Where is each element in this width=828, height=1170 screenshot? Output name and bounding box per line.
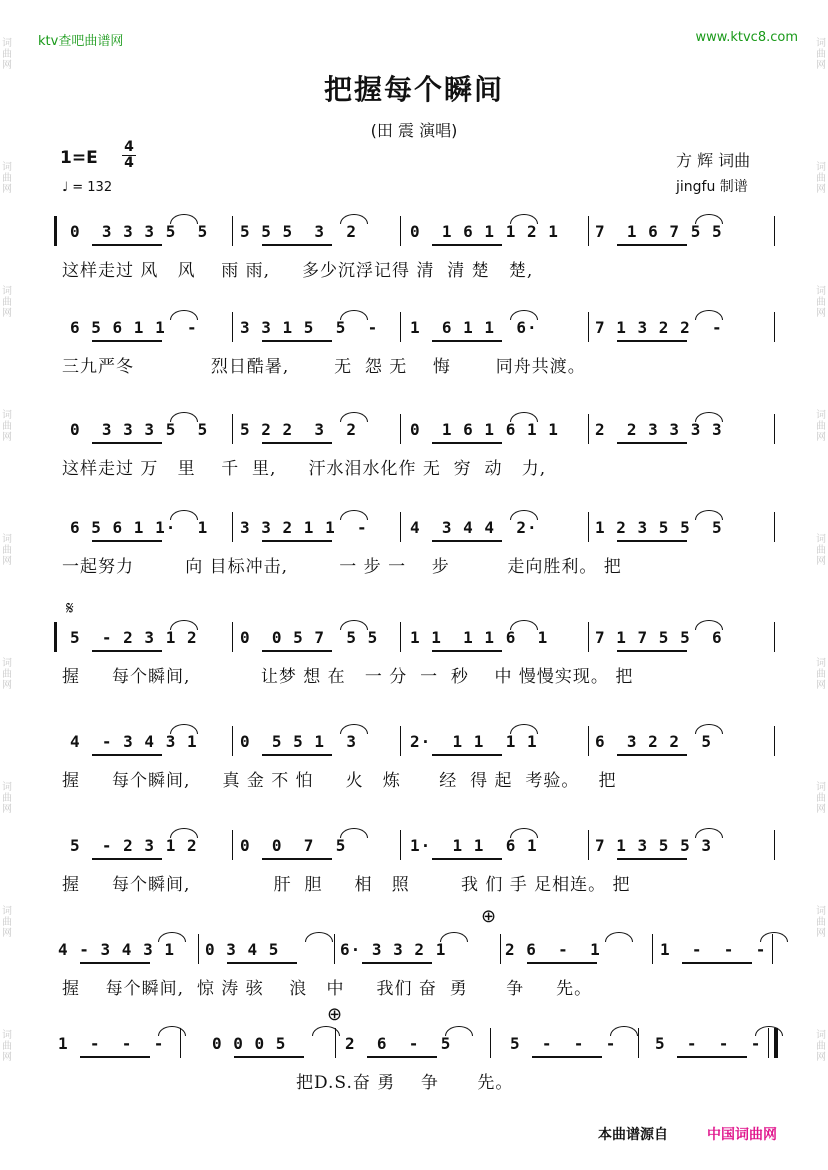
beam-line (92, 340, 162, 342)
row-9-measure-4: 5 - - - (510, 1034, 617, 1053)
slur-arc (158, 932, 186, 942)
watermark-glyphs: 词 曲 网 (2, 534, 12, 567)
barline (638, 1028, 639, 1058)
beam-line (617, 340, 687, 342)
barline (232, 726, 233, 756)
row-6-measure-2: 0 5 5 1 3 (240, 732, 357, 751)
barline (588, 622, 589, 652)
barline (232, 512, 233, 542)
row-1-measure-3: 0 1 6 1 1 2 1 (410, 222, 559, 241)
barline (652, 934, 653, 964)
slur-arc (158, 1026, 186, 1036)
beam-line (432, 244, 502, 246)
barline (774, 414, 775, 444)
row-9-measure-2: 0 0 0 5 (212, 1034, 287, 1053)
beam-line (92, 540, 162, 542)
beam-line (262, 340, 332, 342)
watermark-glyphs: 词 曲 网 (2, 782, 12, 815)
slur-arc (305, 932, 333, 942)
barline (400, 312, 401, 342)
watermark-glyphs: 词 曲 网 (816, 782, 826, 815)
barline (400, 414, 401, 444)
tempo-marking: ♩ = 132 (62, 180, 113, 195)
row-6-measure-1: 4 - 3 4 3 1 (70, 732, 198, 751)
slur-arc (340, 620, 368, 630)
beam-line (262, 650, 332, 652)
watermark-glyphs: 词 曲 网 (2, 658, 12, 691)
slur-arc (170, 620, 198, 630)
row-6-lyrics: 握 每个瞬间, 真 金 不 怕 火 炼 经 得 起 考验。 把 (62, 771, 617, 791)
beam-line (80, 962, 150, 964)
barline (588, 216, 589, 246)
row-3-measure-2: 5 2 2 3 2 (240, 420, 357, 439)
song-subtitle: (田 震 演唱) (370, 121, 458, 140)
barline (334, 934, 335, 964)
row-5-measure-1: 5 - 2 3 1 2 (70, 628, 198, 647)
barline (335, 1028, 336, 1058)
composer-credit: 方 辉 词曲 (676, 151, 751, 170)
row-7-measure-2: 0 0 7 5 (240, 836, 347, 855)
barline (232, 622, 233, 652)
row-5-measure-2: 0 0 5 7 5 5 (240, 628, 379, 647)
barline (232, 216, 233, 246)
key-signature: 1=E (60, 148, 98, 168)
beam-line (262, 540, 332, 542)
row-1-measure-4: 7 1 6 7 5 5 (595, 222, 723, 241)
time-signature-top: 4 (124, 139, 134, 155)
beam-line (262, 442, 332, 444)
barline (774, 622, 775, 652)
slur-arc (510, 214, 538, 224)
row-5-measure-3: 1 1 1 1 6 1 (410, 628, 549, 647)
header-site-right[interactable]: www.ktvc8.com (695, 30, 798, 45)
beam-line (234, 1056, 304, 1058)
barline (588, 312, 589, 342)
row-7-measure-4: 7 1 3 5 5 3 (595, 836, 712, 855)
barline (232, 414, 233, 444)
row-3-measure-3: 0 1 6 1 6 1 1 (410, 420, 559, 439)
row-8-lyrics: 握 每个瞬间, 惊 涛 骇 浪 中 我们 奋 勇 争 先。 (62, 979, 593, 999)
row-4-measure-4: 1 2 3 5 5 5 (595, 518, 723, 537)
barline (774, 512, 775, 542)
slur-arc (695, 510, 723, 520)
row-4-lyrics: 一起努力 向 目标冲击, 一 步 一 步 走向胜利。 把 (62, 557, 622, 577)
beam-line (617, 754, 687, 756)
barline (774, 216, 775, 246)
segno-mark: 𝄋 (66, 598, 74, 619)
final-barline (774, 1028, 778, 1058)
slur-arc (170, 310, 198, 320)
row-1-lyrics: 这样走过 风 风 雨 雨, 多少沉浮记得 清 清 楚 楚, (62, 261, 534, 281)
beam-line (617, 540, 687, 542)
barline (588, 830, 589, 860)
row-7-lyrics: 握 每个瞬间, 肝 胆 相 照 我 们 手 足相连。 把 (62, 875, 631, 895)
row-9-measure-5: 5 - - - (655, 1034, 762, 1053)
slur-arc (610, 1026, 638, 1036)
slur-arc (695, 310, 723, 320)
watermark-glyphs: 词 曲 网 (2, 162, 12, 195)
row-2-measure-4: 7 1 3 2 2 - (595, 318, 723, 337)
beam-line (617, 442, 687, 444)
row-8-measure-3: 6· 3 3 2 1 (340, 940, 447, 959)
slur-arc (695, 828, 723, 838)
beam-line (532, 1056, 602, 1058)
beam-line (682, 962, 752, 964)
watermark-glyphs: 词 曲 网 (2, 38, 12, 71)
slur-arc (695, 620, 723, 630)
slur-arc (170, 724, 198, 734)
watermark-glyphs: 词 曲 网 (816, 286, 826, 319)
row-4-measure-2: 3 3 2 1 1 - (240, 518, 368, 537)
beam-line (92, 442, 162, 444)
barline (774, 830, 775, 860)
row-4-measure-1: 6 5 6 1 1· 1 (70, 518, 209, 537)
beam-line (92, 244, 162, 246)
barline (180, 1028, 181, 1058)
barline (588, 414, 589, 444)
beam-line (80, 1056, 150, 1058)
row-6-measure-4: 6 3 2 2 5 (595, 732, 712, 751)
row-8-measure-5: 1 - - - (660, 940, 767, 959)
slur-arc (340, 510, 368, 520)
row-2-measure-3: 1 6 1 1 6· (410, 318, 538, 337)
row-9-lyrics: 把D.S.奋 勇 争 先。 (296, 1073, 514, 1093)
slur-arc (340, 214, 368, 224)
time-signature (122, 140, 136, 171)
barline (588, 512, 589, 542)
beam-line (367, 1056, 437, 1058)
barline (772, 934, 773, 964)
slur-arc (510, 620, 538, 630)
beam-line (262, 754, 332, 756)
footer-source-label: 本曲谱源自 (598, 1127, 668, 1143)
slur-arc (170, 214, 198, 224)
row-6-measure-3: 2· 1 1 1 1 (410, 732, 538, 751)
row-7-measure-3: 1· 1 1 6 1 (410, 836, 538, 855)
watermark-glyphs: 词 曲 网 (2, 906, 12, 939)
right-watermark-strip (814, 0, 828, 1170)
watermark-glyphs: 词 曲 网 (2, 286, 12, 319)
song-title: 把握每个瞬间 (323, 73, 504, 106)
slur-arc (510, 310, 538, 320)
row-1-measure-2: 5 5 5 3 2 (240, 222, 357, 241)
slur-arc (340, 310, 368, 320)
beam-line (362, 962, 432, 964)
barline (198, 934, 199, 964)
watermark-glyphs: 词 曲 网 (816, 906, 826, 939)
beam-line (527, 962, 597, 964)
slur-arc (340, 828, 368, 838)
slur-arc (510, 510, 538, 520)
watermark-glyphs: 词 曲 网 (816, 534, 826, 567)
beam-line (92, 858, 162, 860)
slur-arc (695, 412, 723, 422)
beam-line (617, 650, 687, 652)
row-3-lyrics: 这样走过 万 里 千 里, 汗水泪水化作 无 穷 动 力, (62, 459, 547, 479)
slur-arc (510, 412, 538, 422)
slur-arc (170, 412, 198, 422)
barline (588, 726, 589, 756)
barline (774, 726, 775, 756)
row-2-lyrics: 三九严冬 烈日酷暑, 无 怨 无 悔 同舟共渡。 (62, 357, 586, 377)
row-2-measure-1: 6 5 6 1 1 - (70, 318, 198, 337)
beam-line (432, 650, 502, 652)
barline (232, 830, 233, 860)
row-3-measure-4: 2 2 3 3 3 3 (595, 420, 723, 439)
row-9-measure-1: 1 - - - (58, 1034, 165, 1053)
watermark-glyphs: 词 曲 网 (816, 162, 826, 195)
beam-line (262, 244, 332, 246)
beam-line (432, 442, 502, 444)
slur-arc (340, 412, 368, 422)
watermark-glyphs: 词 曲 网 (2, 410, 12, 443)
footer-source-site[interactable]: 中国词曲网 (707, 1127, 777, 1143)
watermark-glyphs: 词 曲 网 (816, 1030, 826, 1063)
barline (400, 622, 401, 652)
slur-arc (695, 724, 723, 734)
beam-line (432, 340, 502, 342)
barline (400, 216, 401, 246)
row-7-measure-1: 5 - 2 3 1 2 (70, 836, 198, 855)
slur-arc (760, 932, 788, 942)
row-4-measure-3: 4 3 4 4 2· (410, 518, 538, 537)
arranger-credit: jingfu 制谱 (676, 179, 748, 195)
barline (400, 726, 401, 756)
barline (232, 312, 233, 342)
barline (500, 934, 501, 964)
barline (400, 512, 401, 542)
barline (774, 312, 775, 342)
slur-arc (440, 932, 468, 942)
beam-line (92, 650, 162, 652)
beam-line (617, 858, 687, 860)
coda-mark-1: ⊕ (481, 906, 497, 927)
beam-line (262, 858, 332, 860)
slur-arc (695, 214, 723, 224)
left-watermark-strip (0, 0, 14, 1170)
row-2-measure-2: 3 3 1 5 5 - (240, 318, 379, 337)
watermark-glyphs: 词 曲 网 (2, 1030, 12, 1063)
slur-arc (170, 510, 198, 520)
barline (490, 1028, 491, 1058)
row-8-measure-4: 2 6 - 1 (505, 940, 601, 959)
repeat-start-barline (54, 216, 57, 246)
row-1-measure-1: 0 3 3 3 5 5 (70, 222, 209, 241)
slur-arc (170, 828, 198, 838)
time-signature-bottom: 4 (124, 155, 134, 171)
watermark-glyphs: 词 曲 网 (816, 410, 826, 443)
slur-arc (445, 1026, 473, 1036)
header-site-left[interactable]: ktv查吧曲谱网 (38, 34, 124, 49)
watermark-glyphs: 词 曲 网 (816, 38, 826, 71)
row-5-measure-4: 7 1 7 5 5 6 (595, 628, 723, 647)
beam-line (432, 858, 502, 860)
row-9-measure-3: 2 6 - 5 (345, 1034, 452, 1053)
slur-arc (340, 724, 368, 734)
beam-line (92, 754, 162, 756)
repeat-start-barline (54, 622, 57, 652)
slur-arc (510, 724, 538, 734)
beam-line (432, 754, 502, 756)
beam-line (227, 962, 297, 964)
beam-line (677, 1056, 747, 1058)
barline (400, 830, 401, 860)
row-8-measure-1: 4 - 3 4 3 1 (58, 940, 175, 959)
beam-line (432, 540, 502, 542)
row-5-lyrics: 握 每个瞬间, 让梦 想 在 一 分 一 秒 中 慢慢实现。 把 (62, 667, 634, 687)
row-3-measure-1: 0 3 3 3 5 5 (70, 420, 209, 439)
slur-arc (510, 828, 538, 838)
coda-mark-2: ⊕ (327, 1004, 343, 1025)
row-8-measure-2: 0 3 4 5 (205, 940, 280, 959)
barline (768, 1028, 769, 1058)
beam-line (617, 244, 687, 246)
watermark-glyphs: 词 曲 网 (816, 658, 826, 691)
slur-arc (605, 932, 633, 942)
